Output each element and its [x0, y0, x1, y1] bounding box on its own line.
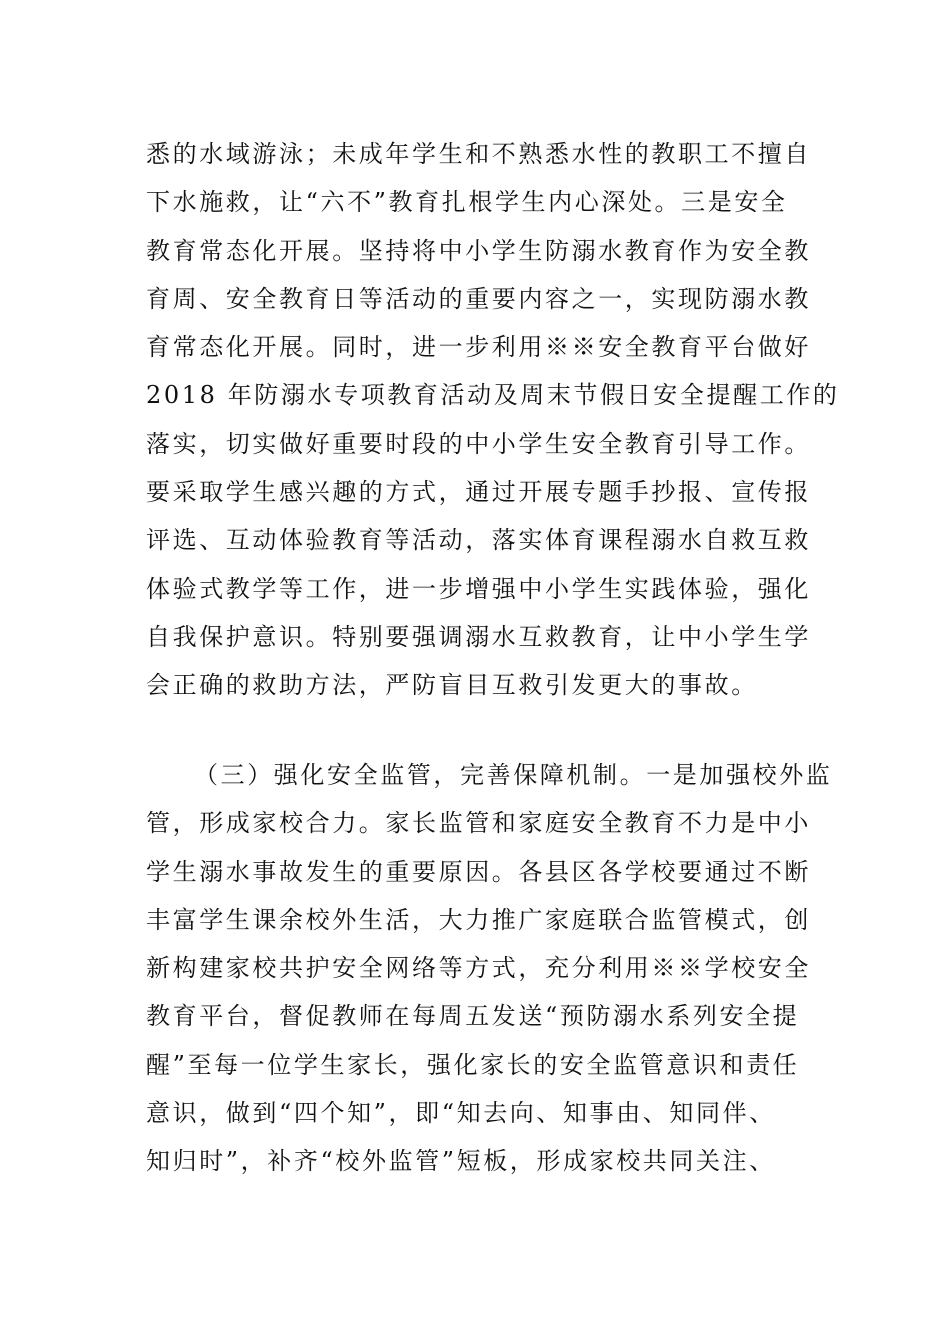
- paragraph-line: 体验式教学等工作，进一步增强中小学生实践体验，强化: [146, 574, 811, 603]
- paragraph-line: 教育常态化开展。坚持将中小学生防溺水教育作为安全教: [146, 236, 811, 265]
- paragraph-drowning-education: [146, 130, 840, 710]
- paragraph-line: 知归时”，补齐“校外监管”短板，形成家校共同关注、: [146, 1147, 776, 1176]
- paragraph-line: 育周、安全教育日等活动的重要内容之一，实现防溺水教: [146, 284, 811, 313]
- section-heading-line: （三）强化安全监管，完善保障机制。一是加强校外监: [194, 761, 833, 789]
- paragraph-line: 意识，做到“四个知”，即“知去向、知事由、知同伴、: [146, 1099, 776, 1128]
- paragraph-line: 学生溺水事故发生的重要原因。各县区各学校要通过不断: [146, 857, 811, 886]
- paragraph-safety-supervision: [146, 751, 833, 1186]
- paragraph-line: 新构建家校共护安全网络等方式，充分利用※※学校安全: [146, 954, 811, 983]
- paragraph-line: 下水施救，让“六不”教育扎根学生内心深处。三是安全: [146, 188, 788, 217]
- paragraph-line: 丰富学生课余校外生活，大力推广家庭联合监管模式，创: [146, 905, 811, 934]
- paragraph-line: 管，形成家校合力。家长监管和家庭安全教育不力是中小: [146, 809, 811, 838]
- paragraph-line: 悉的水域游泳；未成年学生和不熟悉水性的教职工不擅自: [146, 140, 811, 168]
- paragraph-line: 自我保护意识。特别要强调溺水互救教育，让中小学生学: [146, 622, 811, 651]
- paragraph-line: 会正确的救助方法，严防盲目互救引发更大的事故。: [146, 671, 758, 700]
- paragraph-line: 评选、互动体验教育等活动，落实体育课程溺水自救互救: [146, 526, 811, 555]
- paragraph-line: 落实，切实做好重要时段的中小学生安全教育引导工作。: [146, 429, 811, 458]
- paragraph-line: 要采取学生感兴趣的方式，通过开展专题手抄报、宣传报: [146, 478, 811, 507]
- paragraph-line: 2018 年防溺水专项教育活动及周末节假日安全提醒工作的: [146, 381, 840, 410]
- paragraph-line: 教育平台，督促教师在每周五发送“预防溺水系列安全提: [146, 1002, 800, 1031]
- paragraph-line: 醒”至每一位学生家长，强化家长的安全监管意识和责任: [146, 1050, 800, 1079]
- paragraph-line: 育常态化开展。同时，进一步利用※※安全教育平台做好: [146, 333, 811, 362]
